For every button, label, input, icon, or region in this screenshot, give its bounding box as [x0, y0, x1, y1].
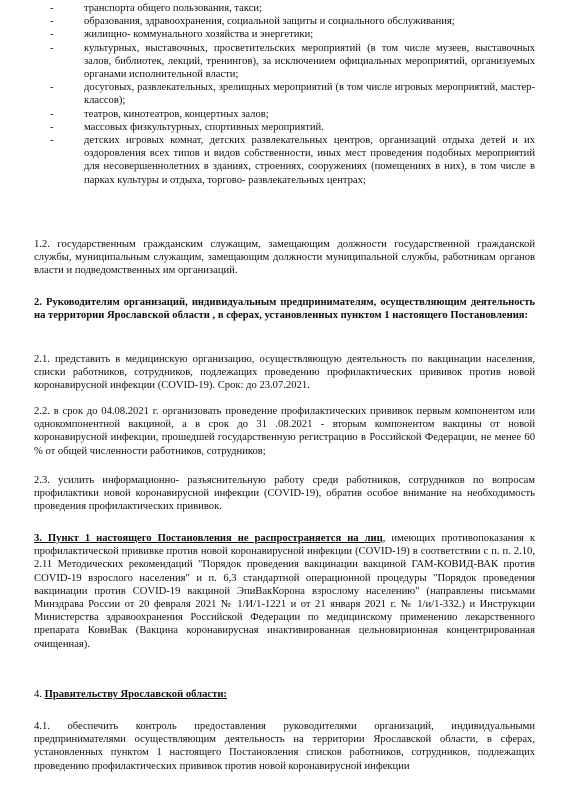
- dash-marker: -: [50, 82, 54, 94]
- paragraph-3: [34, 532, 535, 651]
- section-4-heading: [34, 688, 535, 701]
- list-item: - театров, кинотеатров, концертных залов;: [50, 108, 269, 120]
- list-item: - транспорта общего пользования, такси;: [50, 3, 263, 14]
- dash-marker: -: [50, 42, 54, 54]
- paragraph-3-lead: 3. Пункт 1 настоящего Постановления не распространяется на лиц: [34, 533, 383, 544]
- section-2-heading: 2. Руководителям организаций, индивидуальным предпринимателям, осуществляющим деятельность на территории Ярославской области , в сферах, установленных пунктом 1 настоящего Постановления:: [34, 297, 535, 322]
- list-item: - образования, здравоохранения, социальной защиты и социального обслуживания;: [50, 16, 455, 28]
- dash-marker: -: [50, 108, 54, 120]
- list-item: - детских игровых комнат, детских развлекательных центров, организаций отдыха детей и их оздоровления всех типов и видов собственности, иных мест проведения подобных мероприятий для несовершеннолетних в зданиях, строениях, сооружениях (помещениях в них), в том числе в парках культуры и отдыха, торгово- развлекательных центрах;: [50, 135, 535, 186]
- paragraph-3-body: , имеющих противопоказания к профилактической прививке против новой коронавирусной инфекции (COVID-19) в соответствии с п. п. 2.10, 2.11 Методических рекомендаций "Порядок проведения вакцинации вакциной ГАМ-КОВИД-ВАК против COVID-19 взрослого населения" и п. 6,3 стандартной операционной процедуры "Порядок проведения вакцинации против COVID-19 вакциной ЭпиВакКорона взрослому населению" (направлены письмами Минздрава России от 20 февраля 2021 № 1/И/1-1221 и от 21 января 2021 г. № 1/и/1-332.) и Инструкции Министерства здравоохранения Российской Федерации по медицинскому применению лекарственного препарата КовиВак (Вакцина коронавирусная инактивированная цельновирионная концентрированная очищенная).: [34, 533, 535, 650]
- dash-marker: -: [50, 135, 54, 147]
- list-item: - культурных, выставочных, просветительских мероприятий (в том числе музеев, выставочных залов, библиотек, лекций, тренингов), за исключением официальных мероприятий, организуемых органами исполнительной власти;: [50, 42, 535, 81]
- paragraph-2-1: 2.1. представить в медицинскую организацию, осуществляющую деятельность по вакцинации населения, списки работников, сотрудников, подлежащих проведению профилактических прививок против новой коронавирусной инфекции (COVID-19). Срок: до 23.07.2021.: [34, 354, 535, 392]
- paragraph-2-2: 2.2. в срок до 04.08.2021 г. организовать проведение профилактических прививок первым компонентом или однокомпонентной вакциной, а в срок до 31 .08.2021 - вторым компонентом вакцины от новой коронавирусной инфекции, прошедшей государственную регистрацию в Российской Федерации, не менее 60 % от общей численности работников, сотрудников;: [34, 406, 535, 457]
- section-4-number: 4.: [34, 689, 45, 700]
- paragraph-1-2: 1.2. государственным гражданским служащим, замещающим должности государственной гражданской службы, муниципальным служащим, замещающим должности муниципальной службы, работникам органов власти и подведомственных им организаций.: [34, 239, 535, 277]
- bullet-list: [0, 2, 573, 187]
- paragraph-2-3: 2.3. усилить информационно- разъяснительную работу среди работников, сотрудников по вопросам профилактики новой коронавирусной инфекции (COVID-19), обратив особое внимание на необходимость проведения профилактических прививок.: [34, 475, 535, 513]
- dash-marker: -: [50, 3, 54, 14]
- section-4-title: Правительству Ярославской области:: [44, 689, 227, 700]
- dash-marker: -: [50, 121, 54, 133]
- list-item: - жилищно- коммунального хозяйства и энергетики;: [50, 29, 314, 41]
- paragraph-4-1: 4.1. обеспечить контроль предоставления руководителями организаций, индивидуальными предпринимателями осуществляющим деятельность на территории Ярославской области, в сферах, установленных пунктом 1 настоящего Постановления списков работников, сотрудников, подлежащих проведению профилактических прививок против новой коронавирусной инфекции: [34, 721, 535, 772]
- dash-marker: -: [50, 29, 54, 41]
- list-item: - досуговых, развлекательных, зрелищных мероприятий (в том числе игровых мероприятий, мастер- классов);: [50, 82, 535, 107]
- dash-marker: -: [50, 16, 54, 28]
- list-item: - массовых физкультурных, спортивных мероприятий.: [50, 121, 324, 133]
